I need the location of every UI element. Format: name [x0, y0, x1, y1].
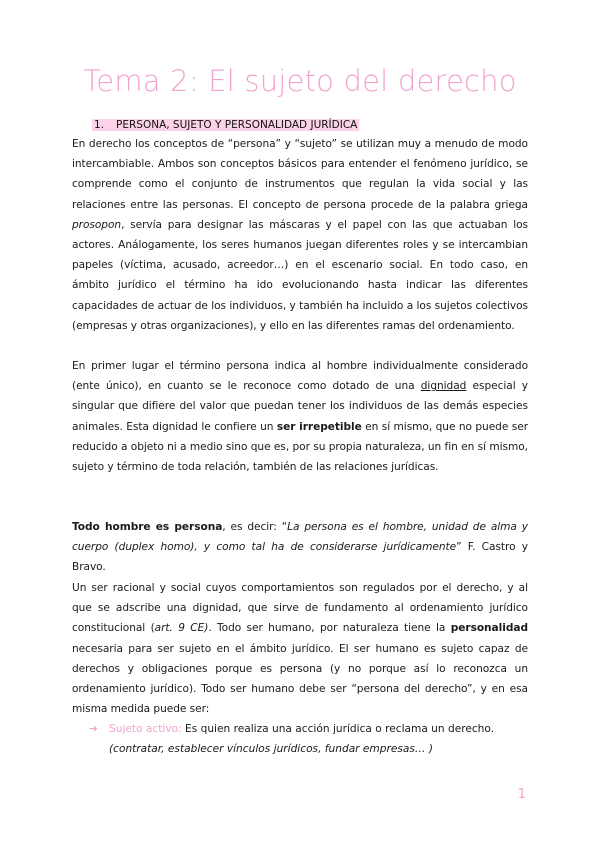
bullet-item [89, 719, 528, 759]
text-run: , es decir: “ [222, 521, 288, 533]
section-heading [92, 119, 359, 131]
text-run: En primer lugar el término persona indica al hombre individualmente considerado (ente único), en cuanto se le reconoce como dotado de una [72, 360, 528, 393]
text-run: En derecho los conceptos de “persona” y “sujeto” se utilizan muy a menudo de modo intercambiable. Ambos son conceptos básicos para entender el fenómeno jurídico, se comprende como el conjunto de instrumentos que regulan la vida social y las relaciones entre las personas. El concepto de persona procede de la palabra griega [72, 138, 528, 211]
underlined-term: dignidad [420, 380, 467, 393]
bold-term: Todo hombre es persona [72, 521, 223, 533]
italic-term: prosopon [72, 218, 122, 231]
italic-quote: La persona es el hombre, unidad de alma y cuerpo (duplex homo), y como tal ha de considerarse jurídicamente [72, 521, 528, 554]
bullet-example: (contratar, establecer vínculos jurídicos, fundar empresas… ) [109, 743, 433, 756]
text-run: en sí mismo, que no puede ser reducido a objeto ni a medio sino que es, por su propia naturaleza, un fin en sí mismo, sujeto y término de toda relación, también de las relaciones jurídicas. [72, 420, 528, 474]
paragraph-quote [72, 517, 528, 578]
page-title: Tema 2: El sujeto del derecho [83, 64, 517, 98]
paragraph-concepts [72, 134, 528, 336]
text-run: ” F. Castro y Bravo. [72, 541, 528, 574]
arrow-icon: ➔ [89, 723, 98, 735]
bullet-text: Es quien realiza una acción jurídica o reclama un derecho. [181, 723, 495, 735]
section-label: PERSONA, SUJETO Y PERSONALIDAD JURÍDICA [116, 119, 358, 131]
paragraph-dignity [72, 356, 528, 477]
text-run: necesaria para ser sujeto en el ámbito jurídico. El ser humano es sujeto capaz de derechos y obligaciones porque es persona (y no porque así lo reconozca un ordenamiento jurídico). Todo ser humano debe ser “persona del derecho”, y en esa misma medida puede ser: [72, 642, 528, 716]
bold-term: ser irrepetible [276, 420, 362, 433]
text-run: especial y singular que difiere del valor que puedan tener los individuos de las demás especies animales. Esta dignidad le confiere un [72, 380, 529, 433]
italic-term: art. 9 CE) [154, 622, 209, 635]
text-run: , servía para designar las máscaras y el papel con las que actuaban los actores. Análogamente, los seres humanos juegan diferentes roles y se intercambian papeles (víctima, acusado, acreedor…) en el escenario social. En todo caso, en ámbito jurídico el término ha ido evolucionando hasta indicar las diferentes capacidades de actuar de los individuos, y también ha incluido a los sujetos colectivos (empresas y otras organizaciones), y ello en las diferentes ramas del ordenamiento. [72, 218, 528, 332]
bullet-term: Sujeto activo: [109, 723, 182, 735]
page-number: 1 [517, 787, 526, 802]
section-number: 1. [94, 119, 105, 131]
text-run: Un ser racional y social cuyos comportamientos son regulados por el derecho, y al que se adscribe una dignidad, que sirve de fundamento al ordenamiento jurídico constitucional ( [72, 582, 528, 635]
text-run: . Todo ser humano, por naturaleza tiene la [208, 622, 451, 635]
bold-term: personalidad [450, 622, 528, 635]
paragraph-rational-being [72, 578, 528, 719]
